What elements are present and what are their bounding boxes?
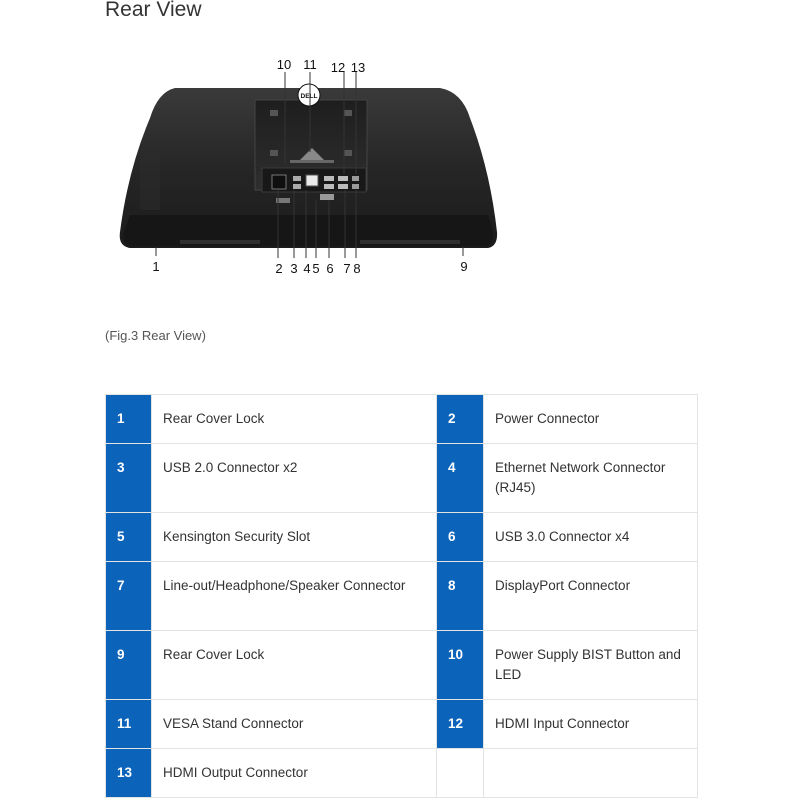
item-description: DisplayPort Connector [495,578,631,593]
item-description-cell [152,631,437,700]
item-description: Ethernet Network Connector (RJ45) [495,460,666,495]
item-number: 13 [117,765,133,780]
callout-12: 12 [330,60,346,75]
item-number-cell [437,513,484,562]
item-description: USB 3.0 Connector x4 [495,529,630,544]
item-description: VESA Stand Connector [163,716,304,731]
callout-2: 2 [275,261,283,276]
item-description-cell [484,562,698,631]
item-description-cell [484,700,698,749]
power-connector-icon [272,175,286,189]
item-description: HDMI Input Connector [495,716,630,731]
item-description-cell [152,562,437,631]
item-number-cell [106,395,152,444]
item-description: Rear Cover Lock [163,647,265,662]
item-description-cell [484,749,698,798]
item-description: Kensington Security Slot [163,529,311,544]
item-number: 1 [117,411,125,426]
item-number: 8 [448,578,456,593]
table-row [106,700,698,749]
callout-8: 8 [353,261,361,276]
item-description-cell [484,395,698,444]
callout-3: 3 [290,261,298,276]
item-description-cell [484,513,698,562]
item-number-cell [437,562,484,631]
item-number-cell [437,395,484,444]
item-number: 2 [448,411,456,426]
item-description-cell [484,631,698,700]
callout-7: 7 [343,261,351,276]
item-number-cell [437,700,484,749]
table-row [106,562,698,631]
table-row [106,513,698,562]
page-title: Rear View [105,0,202,21]
item-number: 9 [117,647,125,662]
item-number: 3 [117,460,125,475]
item-number-cell [106,700,152,749]
callout-6: 6 [326,261,334,276]
displayport-icon [320,194,334,200]
svg-text:DELL: DELL [300,93,318,100]
item-number: 5 [117,529,125,544]
callout-9: 9 [460,259,468,274]
item-description: Line-out/Headphone/Speaker Connector [163,578,406,593]
figure-caption: (Fig.3 Rear View) [105,328,206,343]
item-description: HDMI Output Connector [163,765,308,780]
callout-1: 1 [152,259,160,274]
item-number: 11 [117,716,132,731]
callout-4: 4 [303,261,311,276]
spec-table [105,394,698,798]
vent-grille-left [180,240,260,244]
item-number-cell [106,562,152,631]
item-number: 4 [448,460,456,475]
vent-grille-right [360,240,460,244]
table-row [106,749,698,798]
item-number-cell [437,749,484,798]
item-description-cell [484,444,698,513]
table-row [106,395,698,444]
item-description-cell [152,395,437,444]
item-description-cell [152,749,437,798]
callout-13: 13 [350,60,366,75]
item-description-cell [152,700,437,749]
item-number: 12 [448,716,464,731]
item-description: Rear Cover Lock [163,411,265,426]
callout-5: 5 [312,261,320,276]
item-number-cell [437,444,484,513]
item-number-cell [437,631,484,700]
ethernet-port-icon [306,175,318,186]
item-description-cell [152,444,437,513]
item-number: 7 [117,578,125,593]
item-number: 6 [448,529,456,544]
item-number: 10 [448,647,464,662]
item-description: Power Supply BIST Button and LED [495,647,681,682]
item-number-cell [106,513,152,562]
callout-11: 11 [303,57,317,72]
callout-10: 10 [276,57,292,72]
table-row [106,631,698,700]
table-row [106,444,698,513]
rear-view-figure [0,0,800,300]
item-number-cell [106,631,152,700]
item-number-cell [106,749,152,798]
item-description-cell [152,513,437,562]
item-number-cell [106,444,152,513]
item-description: Power Connector [495,411,600,426]
item-description: USB 2.0 Connector x2 [163,460,298,475]
